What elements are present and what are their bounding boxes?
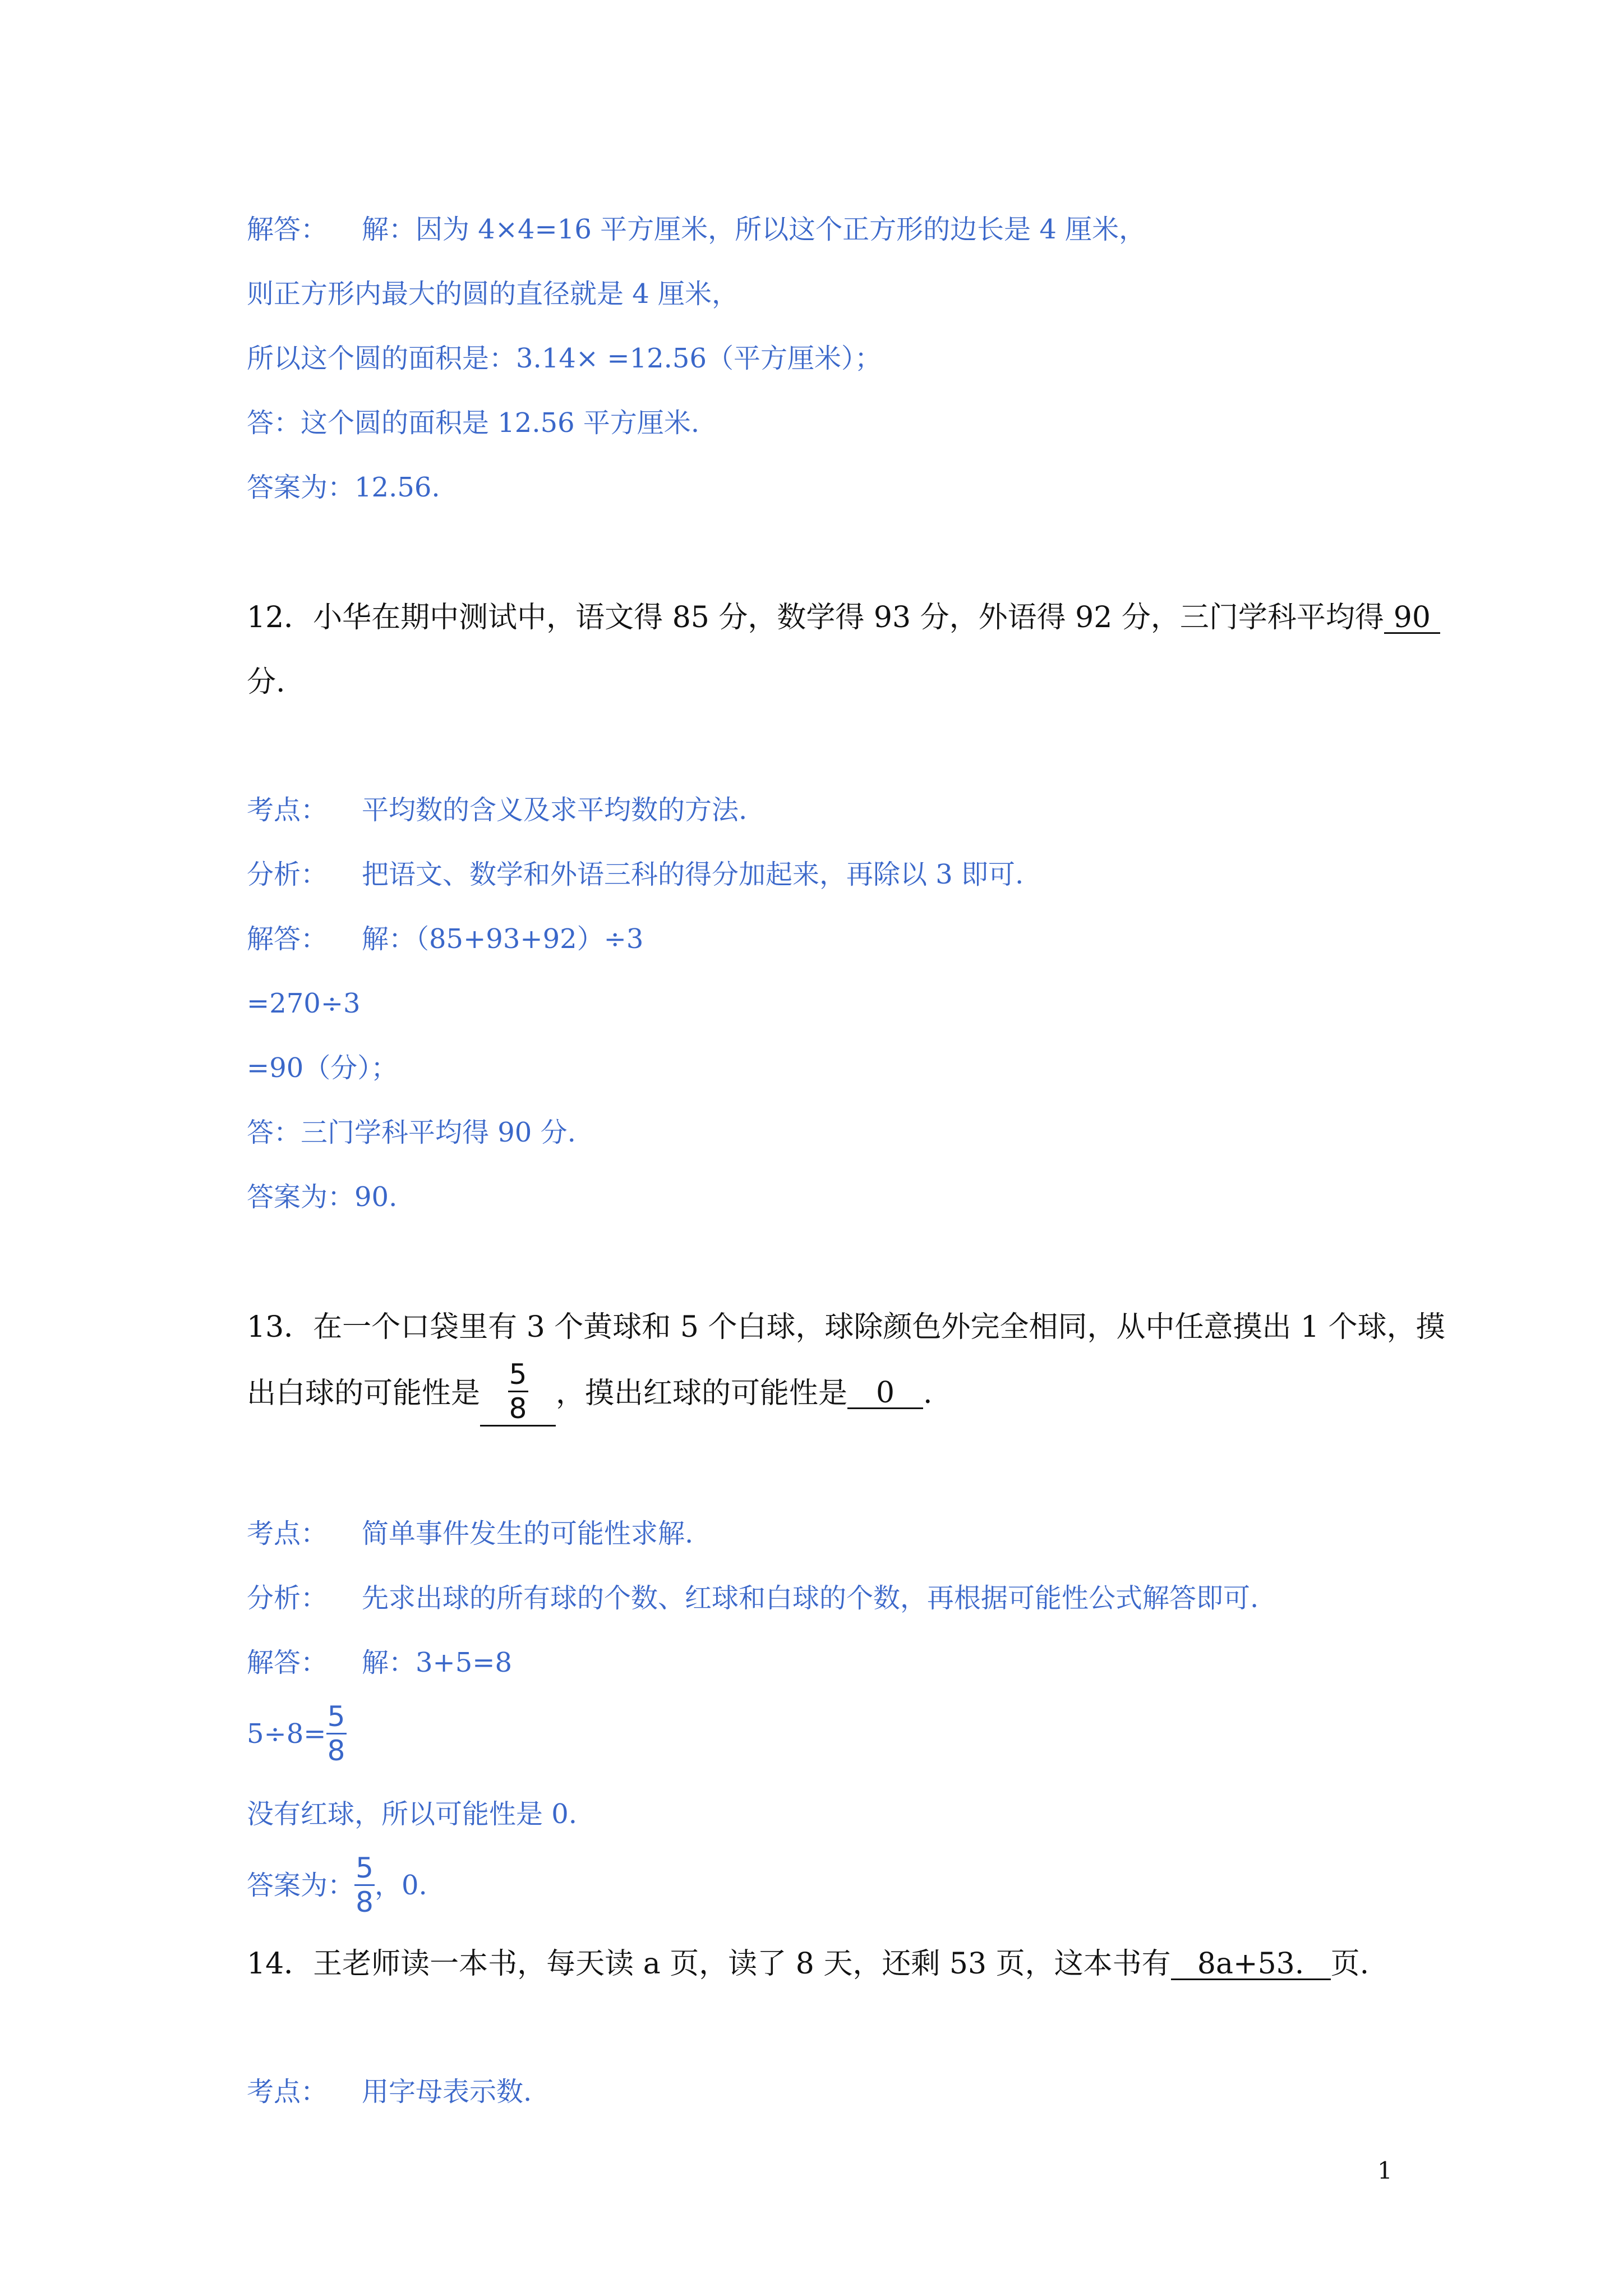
kaodian-text: 用字母表示数. [362, 2076, 532, 2108]
calc-text: 5÷8= [247, 1718, 326, 1750]
q12-line2: 分. [247, 665, 285, 699]
fraction-numerator: 5 [509, 1358, 527, 1391]
sol11-final: 答案为：12.56. [247, 472, 440, 503]
sol13-no-red: 没有红球，所以可能性是 0. [247, 1798, 578, 1830]
q14-tail: 页. [1330, 1947, 1370, 1981]
sol13-kaodian [247, 1520, 693, 1547]
fenxi-label: 分析： [247, 1582, 328, 1614]
fraction-numerator: 5 [356, 1852, 374, 1884]
fraction-denominator: 8 [509, 1392, 527, 1425]
page-number: 1 [1377, 2157, 1393, 2184]
jieda-text: 解：因为 4×4=16 平方厘米，所以这个正方形的边长是 4 厘米， [362, 214, 1146, 245]
kaodian-label: 考点： [247, 2076, 328, 2108]
q12-text: 12．小华在期中测试中，语文得 85 分，数学得 93 分，外语得 92 分，三门学科平均得 [247, 601, 1384, 634]
calc-fraction [326, 1700, 347, 1767]
jieda-label: 解答： [247, 214, 328, 245]
q14-text: 14．王老师读一本书，每天读 a 页，读了 8 天，还剩 53 页，这本书有 [247, 1947, 1171, 1981]
q13-text2a: 出白球的可能性是 [247, 1377, 481, 1410]
final-tail: ，0. [375, 1869, 427, 1901]
sol11-line1 [247, 216, 1146, 243]
sol12-step2: =90（分）； [247, 1052, 398, 1084]
q12-answer-blank: 90 [1384, 603, 1440, 634]
q13-answer2-blank: 0 [847, 1378, 923, 1409]
sol12-fenxi [247, 861, 1023, 888]
sol12-jieda [247, 923, 644, 955]
q13-period: . [923, 1377, 933, 1410]
sol12-step1: =270÷3 [247, 988, 361, 1019]
q14-answer-blank: 8a+53. [1171, 1949, 1331, 1980]
fraction-numerator: 5 [327, 1700, 345, 1733]
sol14-kaodian [247, 2076, 532, 2108]
sol13-fenxi [247, 1582, 1259, 1614]
q12-line1 [247, 603, 1440, 634]
q13-fraction [508, 1360, 528, 1423]
q13-line2 [247, 1360, 933, 1427]
fraction-denominator: 8 [356, 1886, 374, 1918]
sol13-final [247, 1854, 427, 1916]
kaodian-label: 考点： [247, 1518, 328, 1549]
final-fraction [354, 1854, 375, 1916]
kaodian-label: 考点： [247, 794, 328, 826]
sol12-final: 答案为：90. [247, 1181, 398, 1213]
fenxi-text: 把语文、数学和外语三科的得分加起来，再除以 3 即可. [362, 859, 1024, 890]
sol12-answer: 答：三门学科平均得 90 分. [247, 1117, 576, 1148]
kaodian-text: 平均数的含义及求平均数的方法. [362, 794, 748, 826]
q13-answer1-blank [480, 1360, 556, 1427]
sol11-line3: 所以这个圆的面积是：3.14× =12.56（平方厘米）； [247, 343, 882, 374]
sol11-line2: 则正方形内最大的圆的直径就是 4 厘米， [247, 278, 739, 310]
sol13-jieda [247, 1649, 512, 1676]
fraction-denominator: 8 [327, 1734, 345, 1767]
sol12-kaodian [247, 794, 748, 826]
jieda-text: 解：（85+93+92）÷3 [362, 923, 644, 955]
jieda-text: 解：3+5=8 [362, 1647, 513, 1678]
sol11-answer: 答：这个圆的面积是 12.56 平方厘米. [247, 407, 700, 439]
q13-line1: 13．在一个口袋里有 3 个黄球和 5 个白球，球除颜色外完全相同，从中任意摸出 1 个球，摸 [247, 1310, 1445, 1344]
kaodian-text: 简单事件发生的可能性求解. [362, 1518, 694, 1549]
fenxi-label: 分析： [247, 859, 328, 890]
jieda-label: 解答： [247, 1647, 328, 1678]
fenxi-text: 先求出球的所有球的个数、红球和白球的个数，再根据可能性公式解答即可. [362, 1582, 1259, 1614]
q13-text2b: ，摸出红球的可能性是 [556, 1377, 848, 1410]
sol13-calc [247, 1700, 347, 1767]
jieda-label: 解答： [247, 923, 328, 955]
final-label: 答案为： [247, 1869, 355, 1901]
q14-line1 [247, 1949, 1369, 1980]
